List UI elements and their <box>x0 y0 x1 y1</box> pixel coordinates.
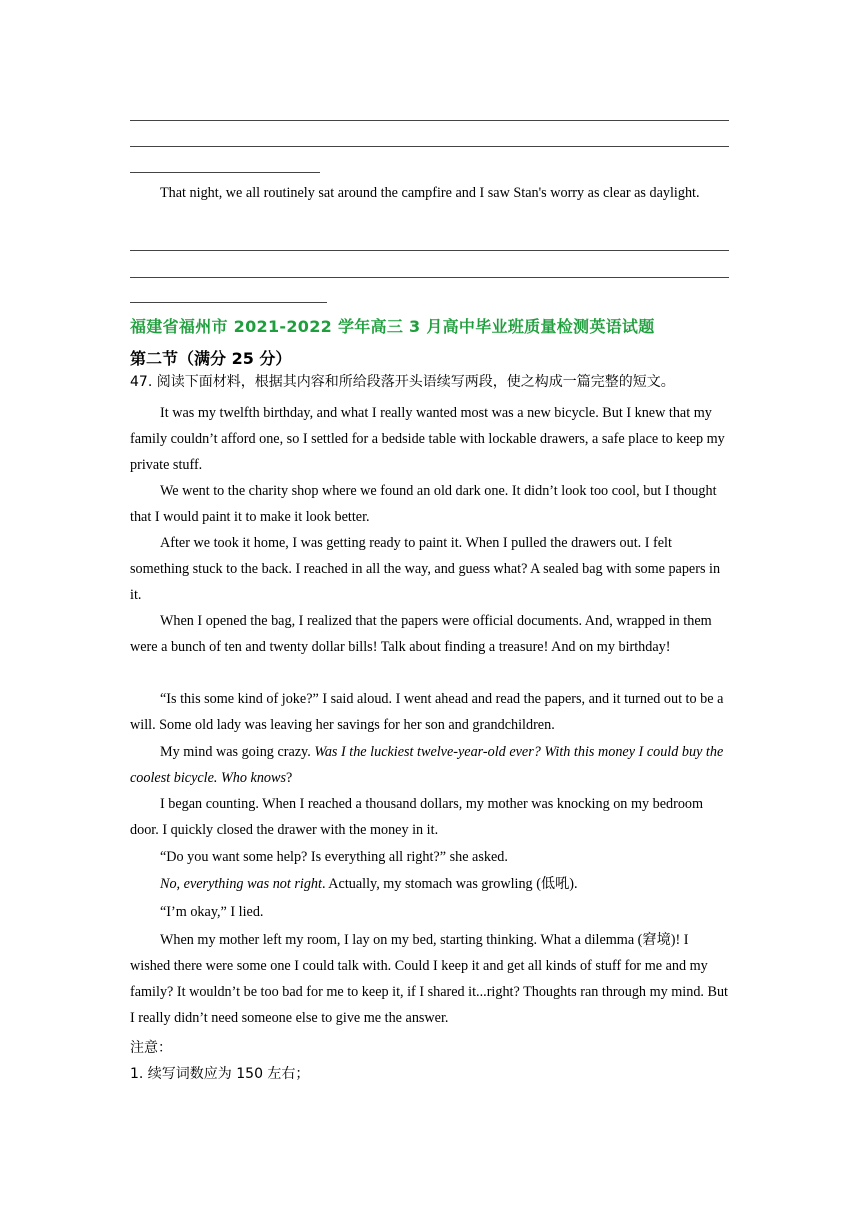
paragraph-opening: That night, we all routinely sat around the campfire and I saw Stan's worry as clear as daylight. <box>160 185 700 201</box>
story-paragraph: I began counting. When I reached a thousand dollars, my mother was knocking on my bedroom door. I quickly closed the drawer with the money in it. <box>130 796 704 838</box>
answer-line <box>130 277 729 278</box>
text-span: ? <box>286 770 293 786</box>
notes-item: 1. 续写词数应为 150 左右； <box>130 1066 310 1082</box>
story-paragraph: When my mother left my room, I lay on my bed, starting thinking. What a dilemma (窘境)! I wished there were some one I could talk with. Could I keep it and get all kinds of stuff for me and my family? It wouldn’t be too bad for me to keep it, if I shared it...right? Thoughts ran through my mind. But I really didn’t need someone else to give me the answer. <box>130 932 729 1026</box>
part-title: 第二节（满分 25 分） <box>130 349 292 368</box>
italic-text: No, everything was not right <box>160 876 322 892</box>
story-paragraph <box>130 739 729 791</box>
answer-line <box>130 120 729 121</box>
story-paragraph: “Is this some kind of joke?” I said aloud. I went ahead and read the papers, and it turned out to be a will. Some old lady was leaving her savings for her son and grandchildren. <box>130 691 724 733</box>
text-span: . Actually, my stomach was growling (低吼). <box>321 876 578 892</box>
italic-text: Was I the luckiest twelve-year-old ever? With this money I could buy the coolest bicycle. Who knows <box>130 744 724 786</box>
text-span: My mind was going crazy. <box>160 744 315 760</box>
story-paragraph <box>130 871 729 897</box>
story-paragraph: After we took it home, I was getting ready to paint it. When I pulled the drawers out. I felt something stuck to the back. I reached in all the way, and guess what? A sealed bag with some papers in it. <box>130 535 721 603</box>
story-paragraph: When I opened the bag, I realized that the papers were official documents. And, wrapped in them were a bunch of ten and twenty dollar bills! Talk about finding a treasure! And on my birthday! <box>130 613 712 655</box>
answer-line <box>130 146 729 147</box>
story-paragraph: “I’m okay,” I lied. <box>160 904 264 920</box>
story-paragraph: “Do you want some help? Is everything all right?” she asked. <box>160 849 508 865</box>
task-instruction: 47. 阅读下面材料，根据其内容和所给段落开头语续写两段，使之构成一篇完整的短文。 <box>130 374 675 390</box>
exam-title: 福建省福州市 2021-2022 学年高三 3 月高中毕业班质量检测英语试题 <box>130 317 655 336</box>
answer-line <box>130 302 327 303</box>
story-paragraph: We went to the charity shop where we found an old dark one. It didn’t look too cool, but I thought that I would paint it to make it look better. <box>130 483 717 525</box>
answer-line <box>130 172 320 173</box>
notes-label: 注意： <box>130 1040 172 1056</box>
answer-line <box>130 250 729 251</box>
story-paragraph: It was my twelfth birthday, and what I really wanted most was a new bicycle. But I knew that my family couldn’t afford one, so I settled for a bedside table with lockable drawers, a safe place to keep my private stuff. <box>130 405 725 473</box>
